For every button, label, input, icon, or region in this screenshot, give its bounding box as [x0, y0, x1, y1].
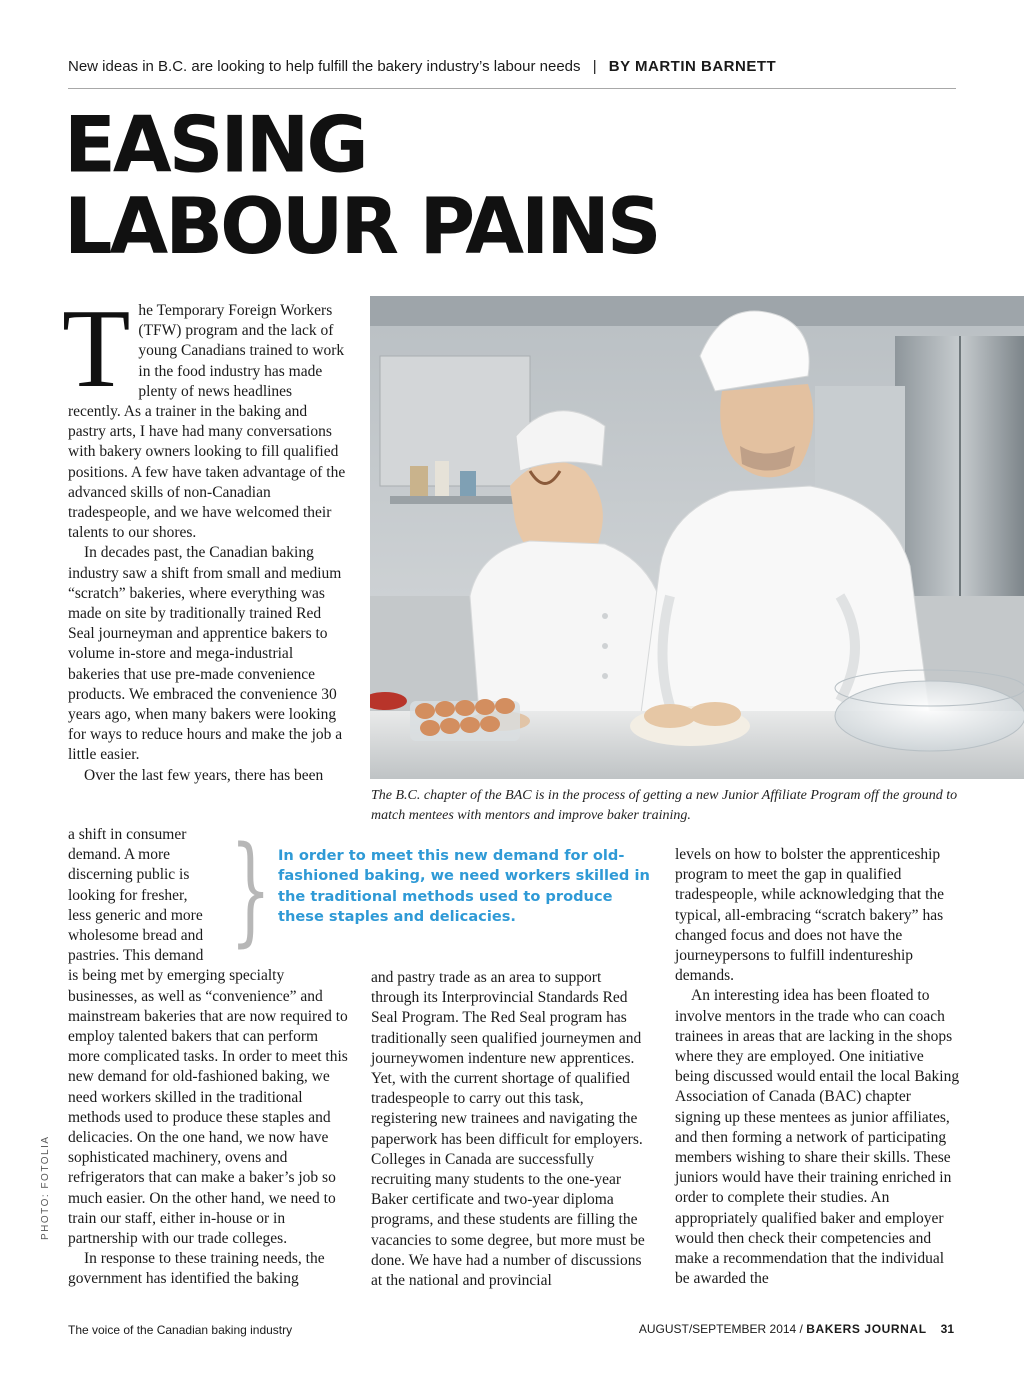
pull-quote: In order to meet this new demand for old-fashioned baking, we need workers skilled in the traditional methods used to produce these staples and delicacies. — [278, 847, 650, 925]
photo-credit: PHOTO: FOTOLIA — [40, 1135, 51, 1240]
page-number: 31 — [940, 1322, 954, 1336]
footer-issue-info — [639, 1322, 954, 1336]
bakers-illustration — [370, 296, 1024, 779]
paragraph-3-rest: is being met by emerging specialty businesses, as well as “convenience” and mainstream bakeries that are now required to employ talented bakers that can perform more complicated tasks. In order to meet this new demand for old-fashioned baking, we need workers skilled in the traditional methods used to produce these staples and delicacies. On the one hand, we now have sophisticated machinery, ovens and refrigerators that can make a baker’s job so much easier. On the other hand, we need to train our staff, either in-house or in partnership with our trade colleges. — [68, 967, 348, 1248]
column-2 — [371, 968, 653, 1291]
column-3 — [675, 845, 960, 1289]
column-1-top — [62, 287, 348, 786]
byline: BY MARTIN BARNETT — [608, 58, 777, 75]
headline — [64, 98, 659, 272]
paragraph-2: In decades past, the Canadian baking industry saw a shift from small and medium “scratch” bakeries, where everything was made on site by traditionally trained Red Seal journeyman and apprentice bakers to volume in-store and mega-industrial bakeries that use pre-made convenience products. We embraced the convenience 30 years ago, when many bakers were looking for ways to reduce hours and make the job a little easier. — [68, 544, 343, 764]
column-3-paragraph-1: levels on how to bolster the apprenticeship program to meet the gap in qualified tradespeople, while acknowledging that the typical, all-embracing “scratch bakery” has changed focus and does not have the journeypersons to fulfill indentureship demands. — [675, 846, 945, 985]
text-line: less generic and more — [68, 906, 203, 924]
paragraph-1-text: he Temporary Foreign Workers (TFW) program and the lack of young Canadians trained to work in the food industry has made plenty of news headlines recently. As a trainer in the baking and pastry arts, I have had many conversations with bakery owners looking to fill qualified positions. A few have taken advantage of the advanced skills of non-Canadian tradespeople, and we have welcomed their talents to our shores. — [68, 302, 346, 542]
footer-magazine: BAKERS JOURNAL — [806, 1322, 927, 1336]
text-line: wholesome bread and — [68, 927, 204, 945]
header-rule — [68, 88, 956, 89]
deck-line — [68, 58, 968, 75]
text-line: a shift in consumer — [68, 826, 187, 843]
bakers-photo — [370, 296, 1024, 779]
column-2-text: and pastry trade as an area to support through its Interprovincial Standards Red Seal Program. The Red Seal program has traditionally seen qualified journeymen and journeywomen indenture new apprentices. Yet, with the current shortage of qualified tradespeople to carry out this task, registering new trainees and navigating the paperwork has been difficult for employers. Colleges in Canada are successfully recruiting many students to the one-year Baker certificate and two-year diploma programs, and these students are filling the vacancies to some degree, but more must be done. We have had a number of discussions at the national and provincial — [371, 969, 645, 1290]
text-line: pastries. This demand — [68, 947, 204, 965]
paragraph-1 — [62, 287, 348, 543]
paragraph-4: In response to these training needs, the government has identified the baking — [68, 1250, 325, 1288]
text-line: discerning public is — [68, 866, 190, 884]
text-line: demand. A more — [68, 846, 171, 864]
drop-cap: T — [62, 287, 131, 411]
headline-line-1: EASING — [64, 98, 366, 190]
footer-tagline: The voice of the Canadian baking industry — [68, 1323, 293, 1337]
text-line: looking for fresher, — [68, 886, 188, 904]
paragraph-3-line-1: Over the last few years, there has been — [84, 766, 324, 784]
headline-line-2: LABOUR PAINS — [64, 180, 659, 272]
deck-separator: | — [592, 58, 597, 75]
photo-caption: The B.C. chapter of the BAC is in the process of getting a new Junior Affiliate Program off the ground to match mentees with mentors and improve baker training. — [371, 788, 958, 823]
footer-issue: AUGUST/SEPTEMBER 2014 / — [638, 1322, 807, 1336]
column-3-paragraph-2: An interesting idea has been floated to involve mentors in the trade who can coach trainees in areas that are lacking in the shops where they are employed. One initiative being discussed would entail the local Baking Association of Canada (BAC) chapter signing up these mentees as junior affiliates, and then forming a network of participating members wishing to share their skills. These juniors would have their training enriched in order to complete their studies. An appropriately qualified baker and employer would then check their competencies and make a recommendation that the individual be awarded the — [675, 987, 960, 1288]
deck-text: New ideas in B.C. are looking to help fulfill the bakery industry’s labour needs — [68, 58, 581, 75]
pull-quote-brace: } — [230, 820, 272, 958]
